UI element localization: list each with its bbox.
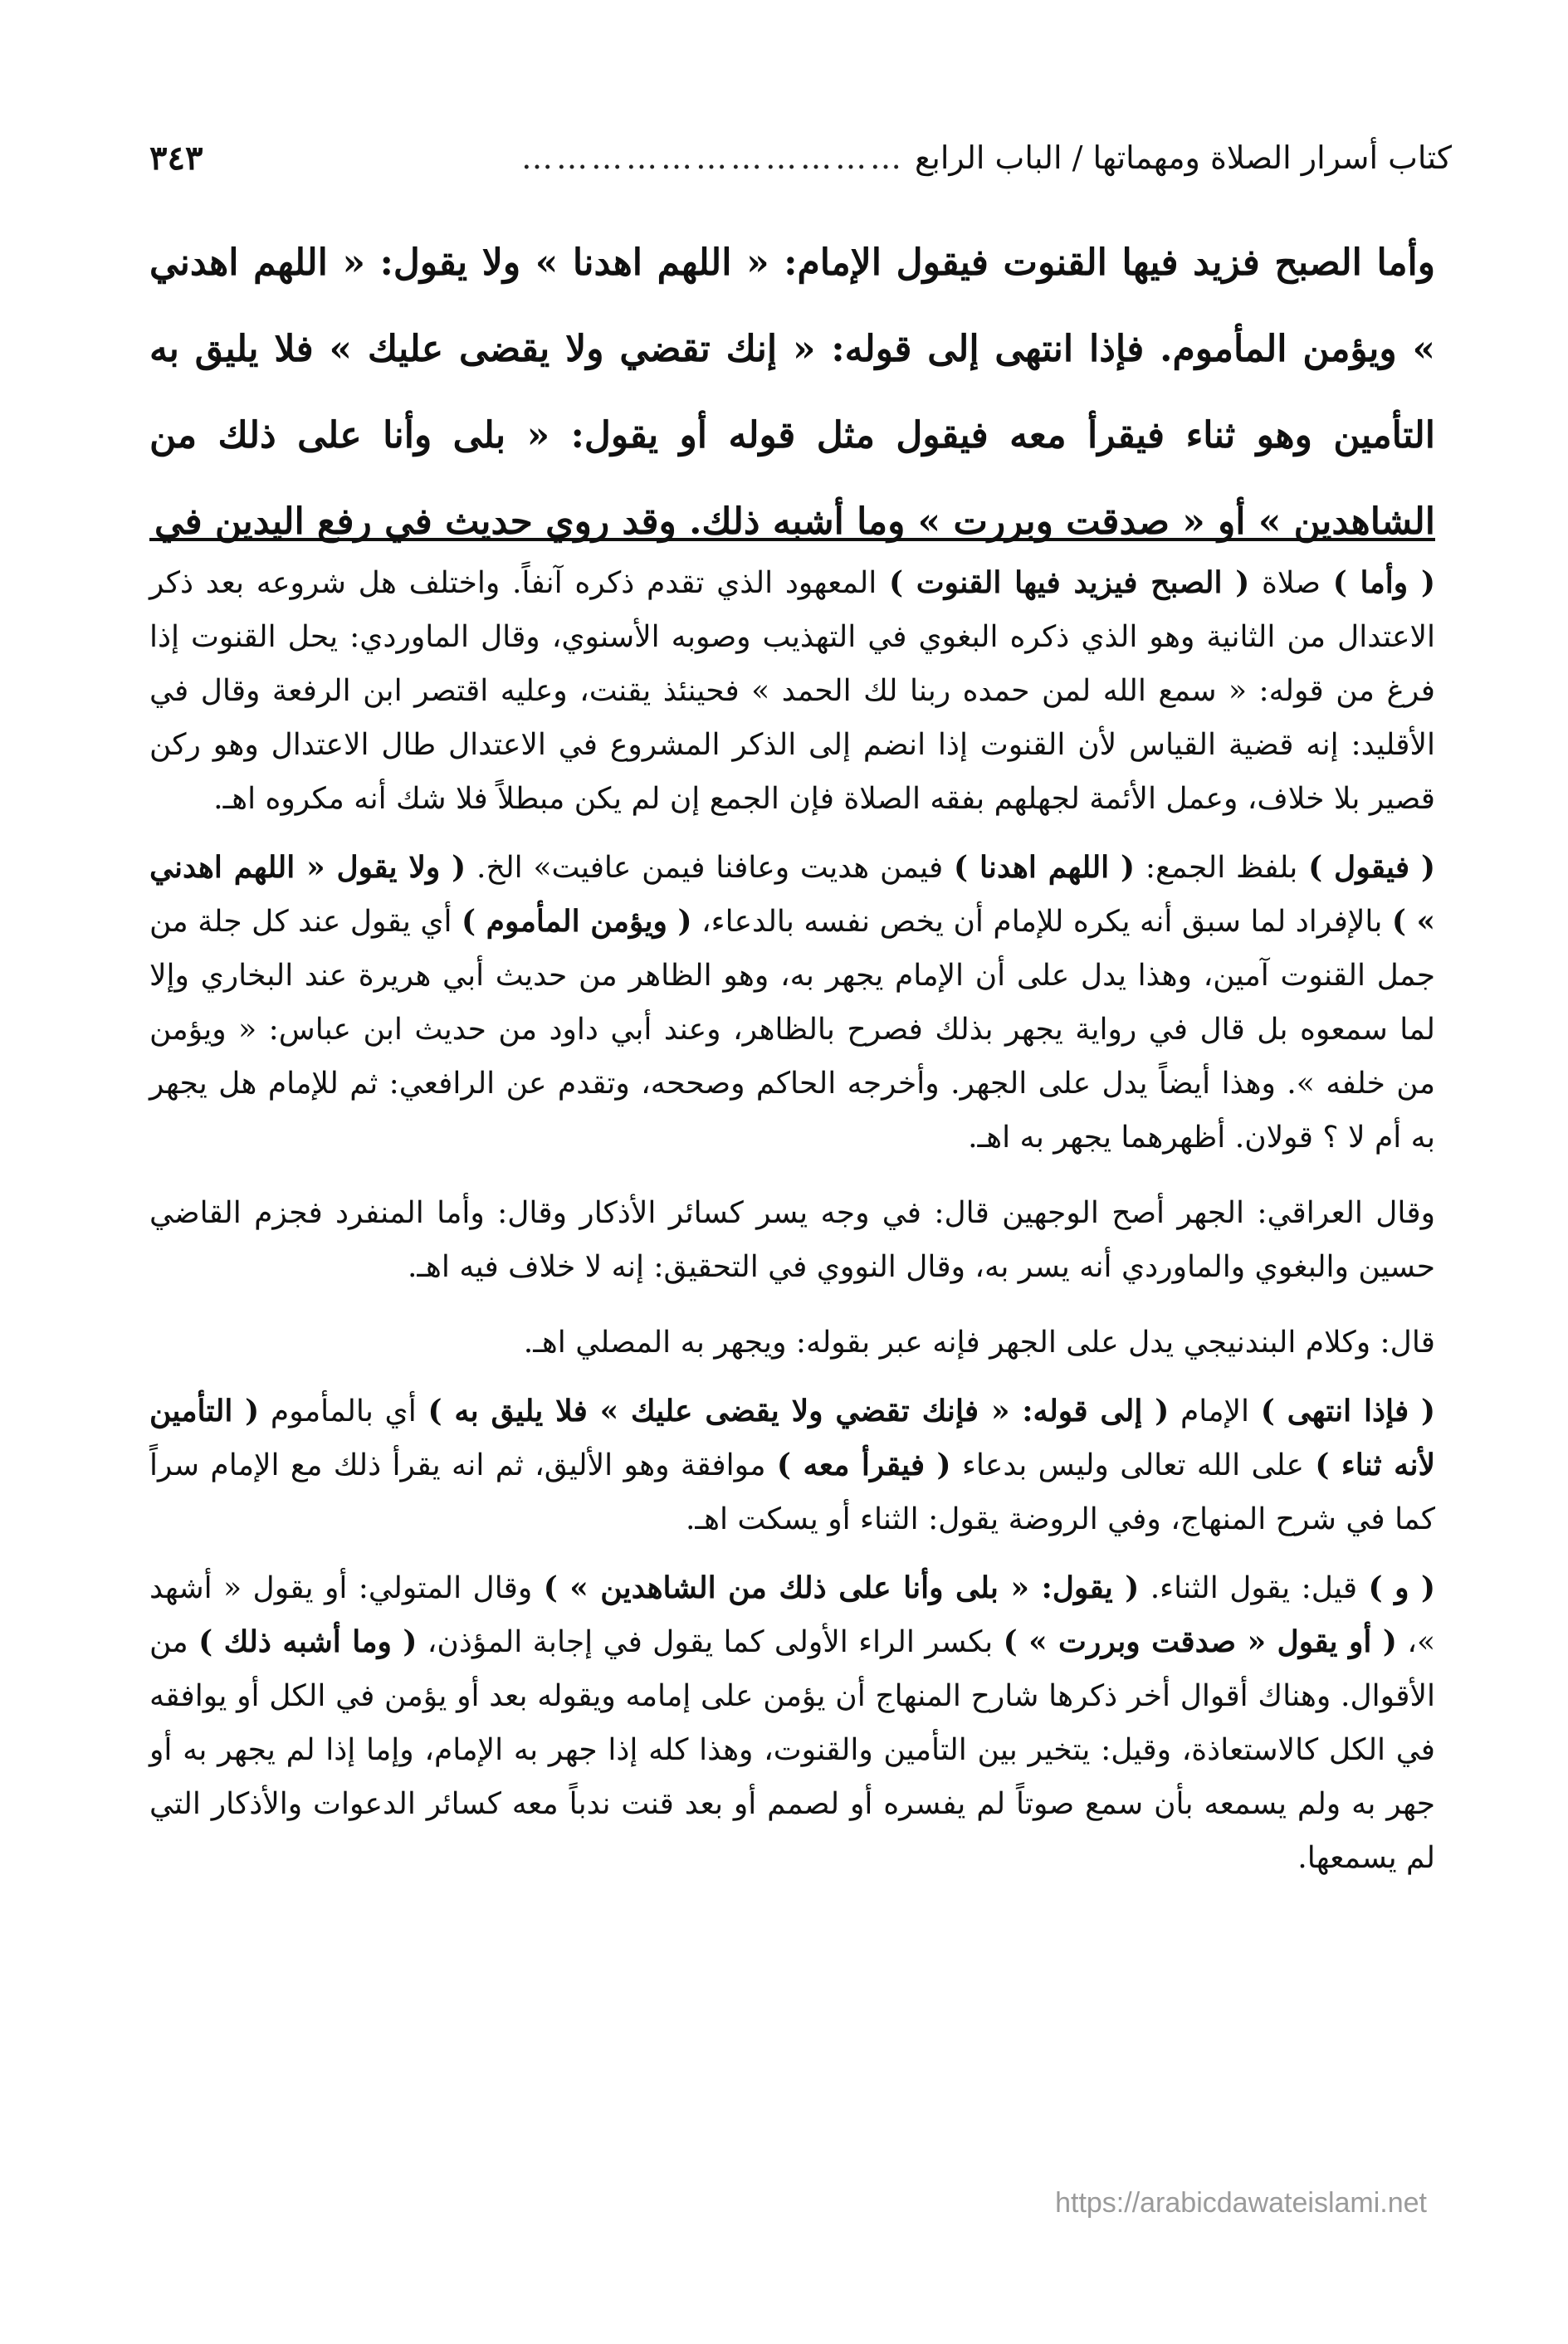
matn-quote: ( أو يقول « صدقت وبررت » ) [1003,1624,1397,1659]
commentary-text: على الله تعالى وليس بدعاء [950,1448,1316,1482]
commentary-text: المعهود الذي تقدم ذكره آنفاً. واختلف هل شروعه بعد ذكر الاعتدال من الثانية وهو الذي ذكره البغوي في التهذيب وصوبه الأسنوي، وقال الماوردي: يحل القنوت إذا فرغ من قوله: « سمع الله لمن حمده ربنا لك الحمد » فحينئذ يقنت، وعليه اقتصر ابن الرفعة وقال في الأقليد: إنه قضية القياس لأن القنوت إذا انضم إلى الذكر المشروع في الاعتدال طال الاعتدال وهو ركن قصير بلا خلاف، وعمل الأئمة لجهلهم بفقه الصلاة فإن الجمع إن لم يكن مبطلاً فلا شك أنه مكروه اهـ. [149,566,1435,816]
matn-quote: ( وأما ) [1332,565,1435,600]
commentary-text: بالإفراد لما سبق أنه يكره للإمام أن يخص نفسه بالدعاء، [691,905,1392,939]
commentary-paragraph [149,841,1435,1165]
footnote-divider [149,538,1435,541]
commentary-paragraph [149,556,1435,826]
page-number: ٣٤٣ [149,138,203,178]
commentary-text: وقال المتولي: أو يقول « أشهد »، [149,1571,1435,1659]
commentary-text: الإمام [1169,1394,1261,1428]
commentary [149,556,1435,1900]
commentary-text: أي يقول عند كل جلة من جمل القنوت آمين، وهذا يدل على أن الإمام يجهر به، وهو الظاهر من حديث أبي هريرة عند البخاري وإلا لما سمعوه بل قال في رواية يجهر بذلك فصرح بالظاهر، وعند أبي داود من حديث ابن عباس: « ويؤمن من خلفه ». وهذا أيضاً يدل على الجهر. وأخرجه الحاكم وصححه، وتقدم عن الرافعي: ثم للإمام هل يجهر به أم لا ؟ قولان. أظهرهما يجهر به اهـ. [149,905,1435,1155]
matn-quote: ( فإذا انتهى ) [1260,1394,1435,1428]
commentary-paragraph: وقال العراقي: الجهر أصح الوجهين قال: في وجه يسر كسائر الأذكار وقال: وأما المنفرد فجزم القاضي حسين والبغوي والماوردي أنه يسر به، وقال النووي في التحقيق: إنه لا خلاف فيه اهـ. [149,1196,1435,1284]
matn-quote: ( اللهم اهدنا ) [954,850,1136,885]
matn-quote: ( الصبح فيزيد فيها القنوت ) [888,565,1250,600]
main-text: وأما الصبح فزيد فيها القنوت فيقول الإمام: « اللهم اهدنا » ولا يقول: « اللهم اهدني » ويؤمن المأموم. فإذا انتهى إلى قوله: « إنك تقضي ولا يقضى عليك » فلا يليق به التأمين وهو ثناء فيقرأ معه فيقول مثل قوله أو يقول: « بلى وأنا على ذلك من الشاهدين » أو « صدقت وبررت » وما أشبه ذلك. وقد روي حديث في رفع اليدين في [149,242,1435,543]
matn-quote: ( ويؤمن المأموم ) [462,904,692,939]
commentary-text: أي بالمأموم [259,1394,428,1428]
matn-quote: ( فيقول ) [1308,850,1436,885]
matn-quote: ( إلى قوله: « فإنك تقضي ولا يقضى عليك » فلا يليق به ) [427,1394,1170,1428]
header-leader-dots: …………………………… [521,139,906,176]
watermark-url: https://arabicdawateislami.net [1055,2187,1427,2219]
commentary-text: قيل: يقول الثناء. [1139,1571,1369,1605]
matn-quote: ( ولا يقول « اللهم اهدني » ) [149,850,1435,939]
commentary-paragraph [149,1384,1435,1546]
commentary-text: بكسر الراء الأولى كما يقول في إجابة المؤذن، [417,1625,1004,1659]
commentary-text: موافقة وهو الأليق، ثم انه يقرأ ذلك مع الإمام سراً كما في شرح المنهاج، وفي الروضة يقول: الثناء أو يسكت اهـ. [149,1448,1435,1536]
matn-quote: ( وما أشبه ذلك ) [198,1624,418,1659]
commentary-text: فيمن هديت وعافنا فيمن عافيت» الخ. [466,851,955,885]
commentary-text: بلفظ الجمع: [1135,851,1309,885]
matn-quote: ( فيقرأ معه ) [776,1448,951,1482]
commentary-text: من الأقوال. وهناك أقوال أخر ذكرها شارح المنهاج أن يؤمن على إمامه ويقوله بعد أو يؤمن في الكل أو يوافقه في الكل كالاستعاذة، وقيل: يتخير بين التأمين والقنوت، وهذا كله إذا جهر به الإمام، وإما إذا لم يجهر به أو جهر به ولم يسمعه بأن سمع صوتاً لم يفسره أو لصمم أو بعد قنت ندباً معه كسائر الدعوات والأذكار التي لم يسمعها. [149,1625,1435,1875]
commentary-paragraph: قال: وكلام البندنيجي يدل على الجهر فإنه عبر بقوله: ويجهر به المصلي اهـ. [523,1326,1435,1360]
running-header [149,125,1452,191]
matn-quote: ( يقول: « بلى وأنا على ذلك من الشاهدين » ) [543,1570,1140,1605]
header-title: كتاب أسرار الصلاة ومهماتها / الباب الرابع [915,139,1452,176]
matn-quote: ( و ) [1368,1570,1436,1605]
matn-quote: ( التأمين لأنه ثناء ) [149,1394,1435,1482]
commentary-text: صلاة [1249,566,1333,600]
commentary-paragraph [149,1561,1435,1885]
